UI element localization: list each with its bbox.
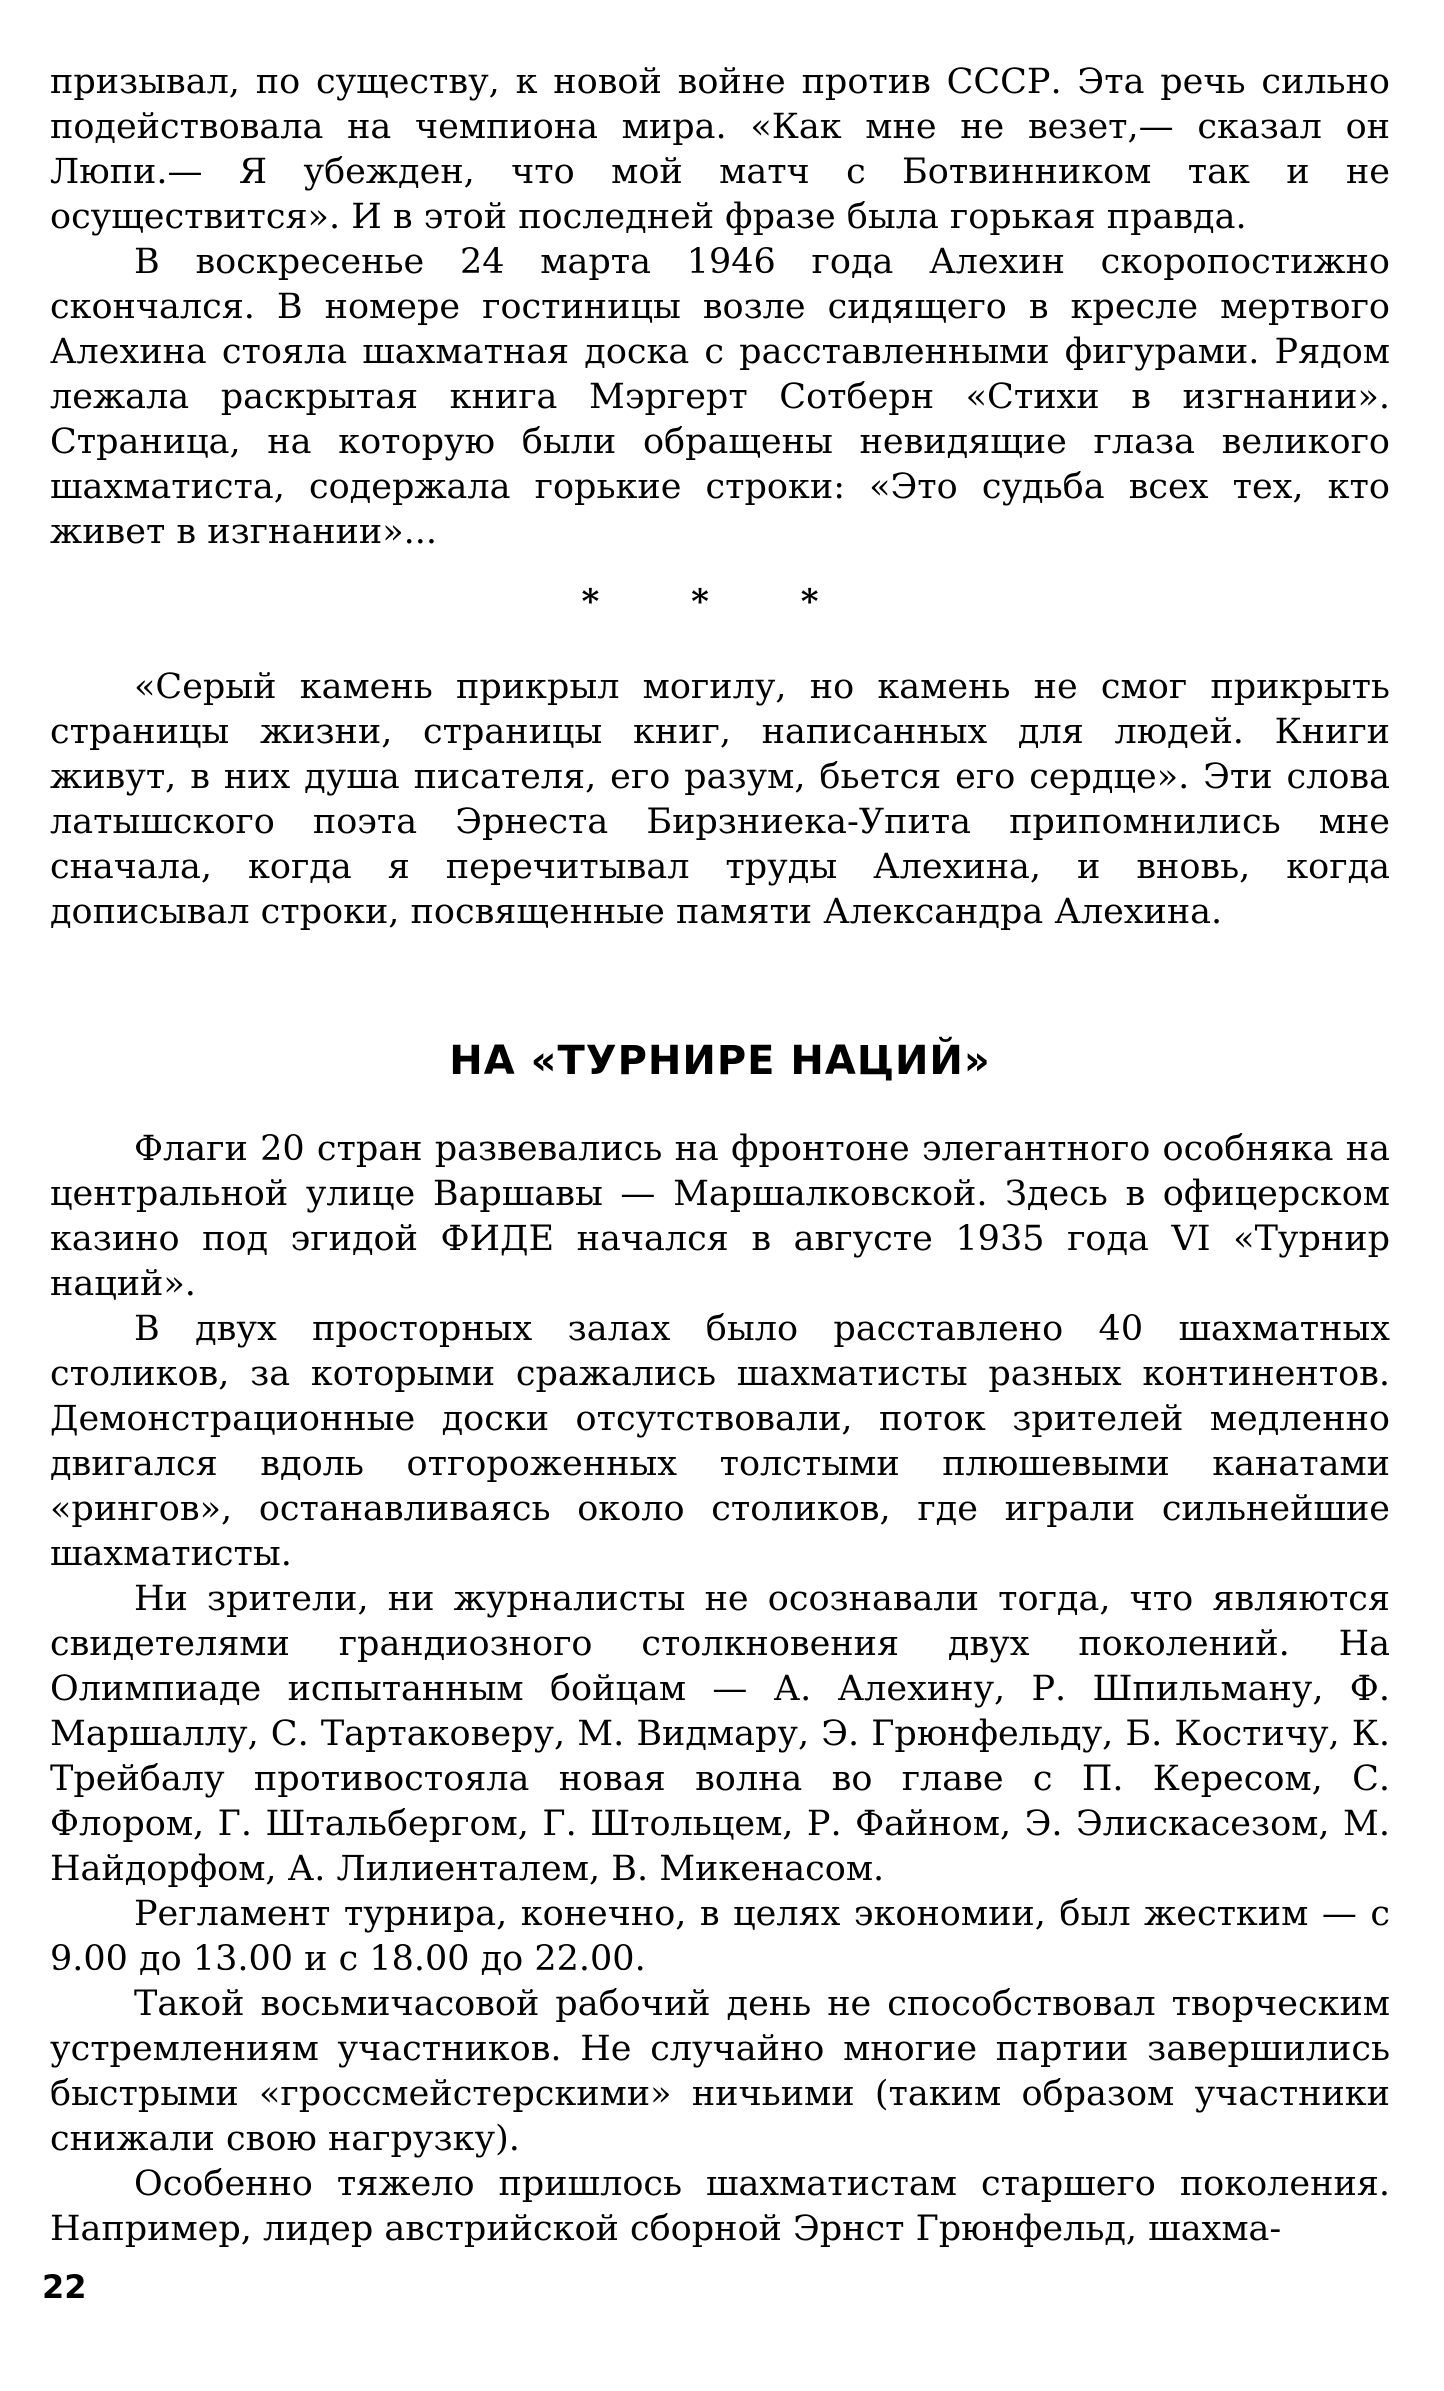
- book-page: [50, 60, 1390, 2252]
- section-separator: * * *: [581, 582, 859, 622]
- paragraph-quote: «Серый камень прикрыл могилу, но камень не смог прикрыть страницы жизни, страницы книг, написанных для людей. Книги живут, в них душа писателя, его разум, бьется его сердце». Эти слова латышского поэта Эрнеста Бирзниека-Упита припомнились мне сначала, когда я перечитывал труды Алехина, и вновь, когда дописывал строки, посвященные памяти Александра Алехина.: [50, 667, 1390, 932]
- paragraph-continuation: призывал, по существу, к новой войне против СССР. Эта речь сильно подействовала на чемпиона мира. «Как мне не везет,— сказал он Люпи.— Я убежден, что мой матч с Ботвинником так и не осуществится». И в этой последней фразе была горькая правда.: [50, 62, 1390, 237]
- paragraph-alekhine-death: В воскресенье 24 марта 1946 года Алехин скоропостижно скончался. В номере гостиницы возле сидящего в кресле мертвого Алехина стояла шахматная доска с расставленными фигурами. Рядом лежала раскрытая книга Мэргерт Сотберн «Стихи в изгнании». Страница, на которую были обращены невидящие глаза великого шахматиста, содержала горькие строки: «Это судьба всех тех, кто живет в изгнании»...: [50, 242, 1390, 552]
- paragraph-older-generation: Особенно тяжело пришлось шахматистам старшего поколения. Например, лидер австрийской сборной Эрнст Грюнфельд, шахма-: [50, 2164, 1390, 2249]
- paragraph-schedule: Регламент турнира, конечно, в целях экономии, был жестким — с 9.00 до 13.00 и с 18.00 до 22.00.: [50, 1894, 1390, 1979]
- page-number: 22: [42, 2268, 87, 2306]
- paragraph-halls: В двух просторных залах было расставлено 40 шахматных столиков, за которыми сражались шахматисты разных континентов. Демонстрационные доски отсутствовали, поток зрителей медленно двигался вдоль отгороженных толстыми плюшевыми канатами «рингов», останавливаясь около столиков, где играли сильнейшие шахматисты.: [50, 1309, 1390, 1574]
- paragraph-generations: Ни зрители, ни журналисты не осознавали тогда, что являются свидетелями грандиозного столкновения двух поколений. На Олимпиаде испытанным бойцам — А. Алехину, Р. Шпильману, Ф. Маршаллу, С. Тартаковеру, М. Видмару, Э. Грюнфельду, Б. Костичу, К. Трейбалу противостояла новая волна во главе с П. Кересом, С. Флором, Г. Штальбергом, Г. Штольцем, Р. Файном, Э. Элискасезом, М. Найдорфом, А. Лилиенталем, В. Микенасом.: [50, 1579, 1390, 1889]
- paragraph-flags: Флаги 20 стран развевались на фронтоне элегантного особняка на центральной улице Варшавы — Маршалковской. Здесь в офицерском казино под эгидой ФИДЕ начался в августе 1935 года VI «Турнир наций».: [50, 1129, 1390, 1304]
- chapter-title: НА «ТУРНИРЕ НАЦИЙ»: [449, 1038, 991, 1084]
- paragraph-workday: Такой восьмичасовой рабочий день не способствовал творческим устремлениям участников. Не случайно многие партии завершились быстрыми «гроссмейстерскими» ничьими (таким образом участники снижали свою нагрузку).: [50, 1984, 1390, 2159]
